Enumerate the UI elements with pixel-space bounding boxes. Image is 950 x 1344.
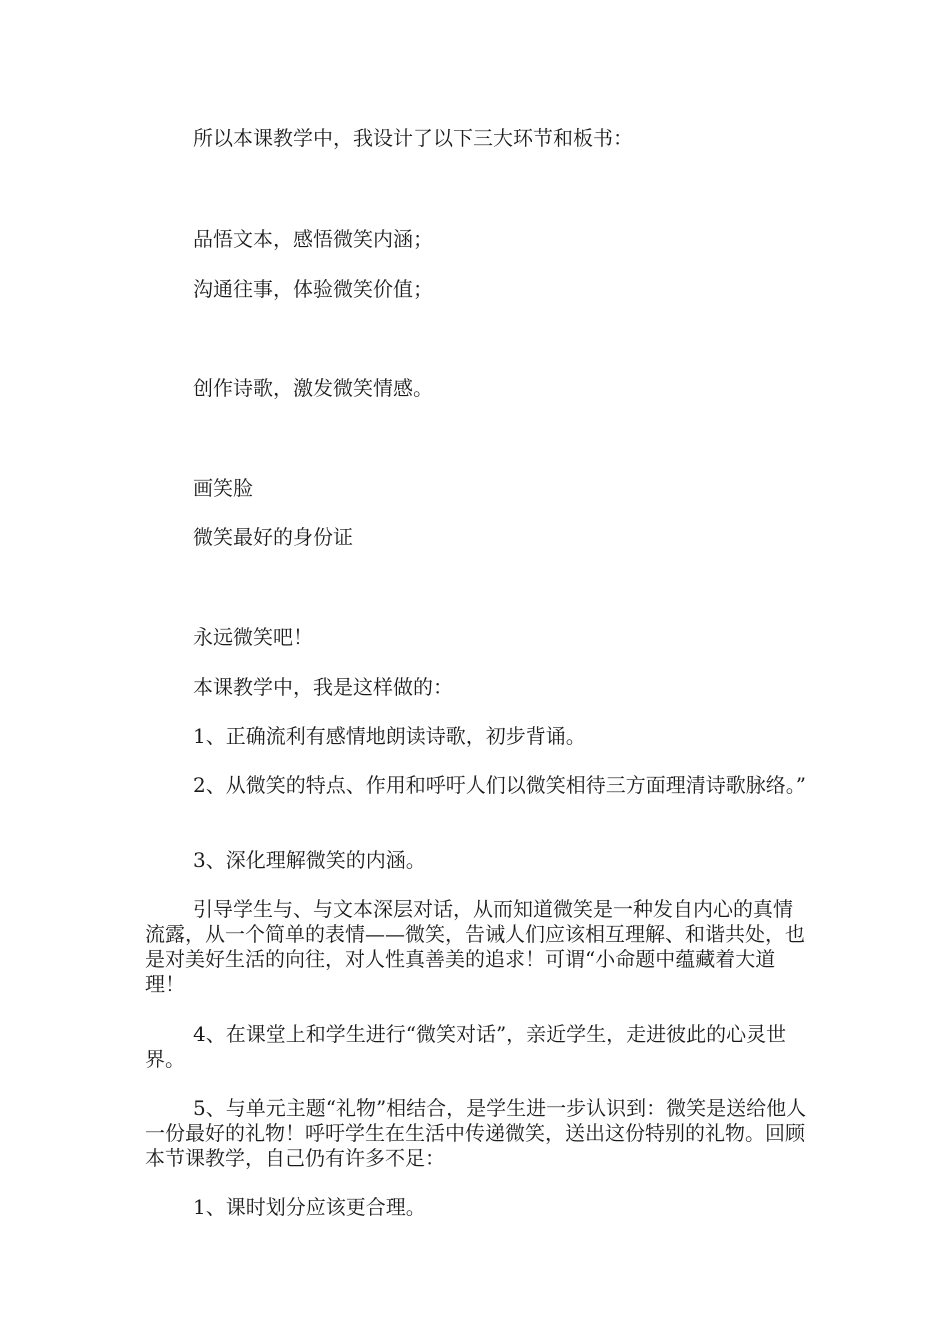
paragraph-guidance: 引导学生与、与文本深层对话，从而知道微笑是一种发自内心的真情流露，从一个简单的表情——微笑，告诫人们应该相互理解、和谐共处，也是对美好生活的向往，对人性真善美的追求！可谓“小命题中蕴藏着大道理！ <box>145 897 805 996</box>
paragraph-stage-3: 创作诗歌，激发微笑情感。 <box>193 376 433 400</box>
paragraph-method-4: 4、在课堂上和学生进行“微笑对话”，亲近学生，走进彼此的心灵世界。 <box>145 1022 787 1071</box>
paragraph-method-intro: 本课教学中，我是这样做的： <box>193 675 453 699</box>
paragraph-board-1: 画笑脸 <box>193 476 253 500</box>
paragraph-board-3: 永远微笑吧！ <box>193 625 313 649</box>
paragraph-method-1: 1、正确流利有感情地朗读诗歌，初步背诵。 <box>193 724 586 748</box>
paragraph-board-2: 微笑最好的身份证 <box>193 525 353 549</box>
paragraph-stage-1: 品悟文本，感悟微笑内涵； <box>193 227 433 251</box>
paragraph-method-3: 3、深化理解微笑的内涵。 <box>193 848 426 872</box>
paragraph-method-5: 5、与单元主题“礼物”相结合，是学生进一步认识到：微笑是送给他人一份最好的礼物！呼吁学生在生活中传递微笑，送出这份特别的礼物。回顾本节课教学，自己仍有许多不足： <box>145 1096 807 1170</box>
paragraph-intro: 所以本课教学中，我设计了以下三大环节和板书： <box>193 126 633 150</box>
paragraph-method-2: 2、从微笑的特点、作用和呼吁人们以微笑相待三方面理清诗歌脉络。” <box>193 773 806 797</box>
paragraph-stage-2: 沟通往事，体验微笑价值； <box>193 277 433 301</box>
paragraph-reflection-1: 1、课时划分应该更合理。 <box>193 1195 426 1219</box>
